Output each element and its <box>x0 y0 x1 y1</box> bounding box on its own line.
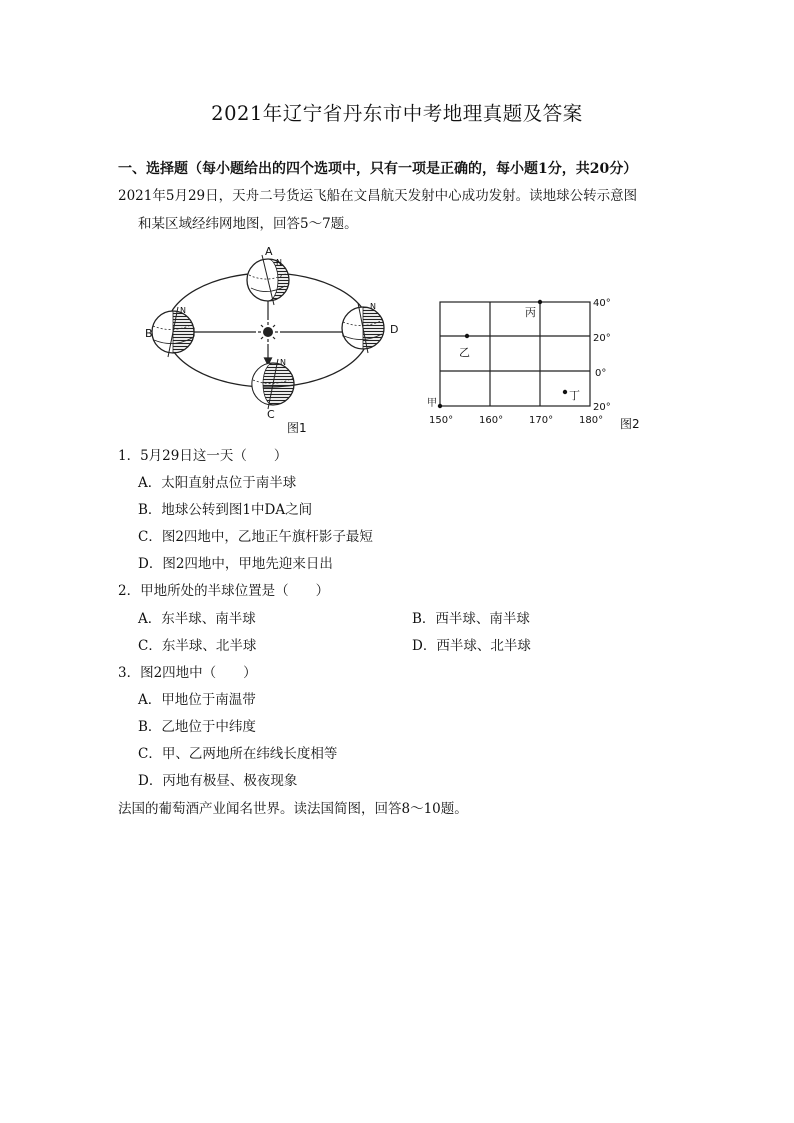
label-d: D <box>390 323 399 336</box>
lon-label-180: 180° <box>579 415 604 426</box>
figure-2-caption: 图2 <box>620 417 640 431</box>
earth-position-a <box>247 255 289 305</box>
figure-1-caption: 图1 <box>287 421 307 435</box>
earth-revolution-diagram <box>135 240 420 440</box>
question-1-option-d: D．图2四地中，甲地先迎来日出 <box>138 556 333 572</box>
question-3-option-c: C．甲、乙两地所在纬线长度相等 <box>138 746 338 762</box>
north-pole-label-d: N <box>370 302 376 311</box>
section-heading: 一、选择题（每小题给出的四个选项中，只有一项是正确的，每小题1分，共20分） <box>118 161 638 177</box>
question-2-option-b: B．西半球、南半球 <box>412 611 530 627</box>
lat-label-20s: 20° <box>593 402 611 413</box>
north-pole-label-b: N <box>180 306 186 315</box>
earth-position-b <box>152 307 194 357</box>
question-1-option-a: A．太阳直射点位于南半球 <box>138 475 297 491</box>
north-pole-label-a: N <box>276 258 282 267</box>
question-2-option-c: C．东半球、北半球 <box>138 638 257 654</box>
question-1-option-c: C．图2四地中，乙地正午旗杆影子最短 <box>138 529 373 545</box>
intro-text-line-2: 和某区域经纬网地图，回答5～7题。 <box>138 216 358 232</box>
place-ding: 丁 <box>569 389 580 402</box>
label-a: A <box>265 245 273 258</box>
earth-position-d <box>342 303 384 353</box>
point-bing <box>538 300 542 304</box>
question-3-stem: 3．图2四地中（ ） <box>118 665 257 681</box>
place-yi: 乙 <box>459 346 470 359</box>
question-3-option-b: B．乙地位于中纬度 <box>138 719 256 735</box>
sun-icon <box>258 322 278 342</box>
point-yi <box>465 334 469 338</box>
intro-text-france: 法国的葡萄酒产业闻名世界。读法国简图，回答8～10题。 <box>118 801 468 817</box>
lat-label-20n: 20° <box>593 333 611 344</box>
label-b: B <box>145 327 153 340</box>
question-1-option-b: B．地球公转到图1中DA之间 <box>138 502 313 518</box>
lon-label-150: 150° <box>429 415 454 426</box>
question-2-stem: 2．甲地所处的半球位置是（ ） <box>118 583 330 599</box>
lon-label-160: 160° <box>479 415 504 426</box>
point-ding <box>563 390 567 394</box>
lat-lon-grid-map <box>420 290 660 435</box>
lat-label-40: 40° <box>593 298 611 309</box>
label-c: C <box>267 408 275 421</box>
question-3-option-a: A．甲地位于南温带 <box>138 692 256 708</box>
earth-position-c <box>252 359 294 409</box>
page-title: 2021年辽宁省丹东市中考地理真题及答案 <box>211 102 583 125</box>
question-1-stem: 1．5月29日这一天（ ） <box>118 448 288 464</box>
lon-label-170: 170° <box>529 415 554 426</box>
question-2-option-a: A．东半球、南半球 <box>138 611 256 627</box>
place-jia: 甲 <box>427 398 437 409</box>
place-bing: 丙 <box>525 306 536 319</box>
question-3-option-d: D．丙地有极昼、极夜现象 <box>138 773 298 789</box>
intro-text-line-1: 2021年5月29日，天舟二号货运飞船在文昌航天发射中心成功发射。读地球公转示意图 <box>118 188 638 204</box>
north-pole-label-c: N <box>280 358 286 367</box>
point-jia <box>438 404 442 408</box>
lat-label-0: 0° <box>595 368 607 379</box>
question-2-option-d: D．西半球、北半球 <box>412 638 531 654</box>
